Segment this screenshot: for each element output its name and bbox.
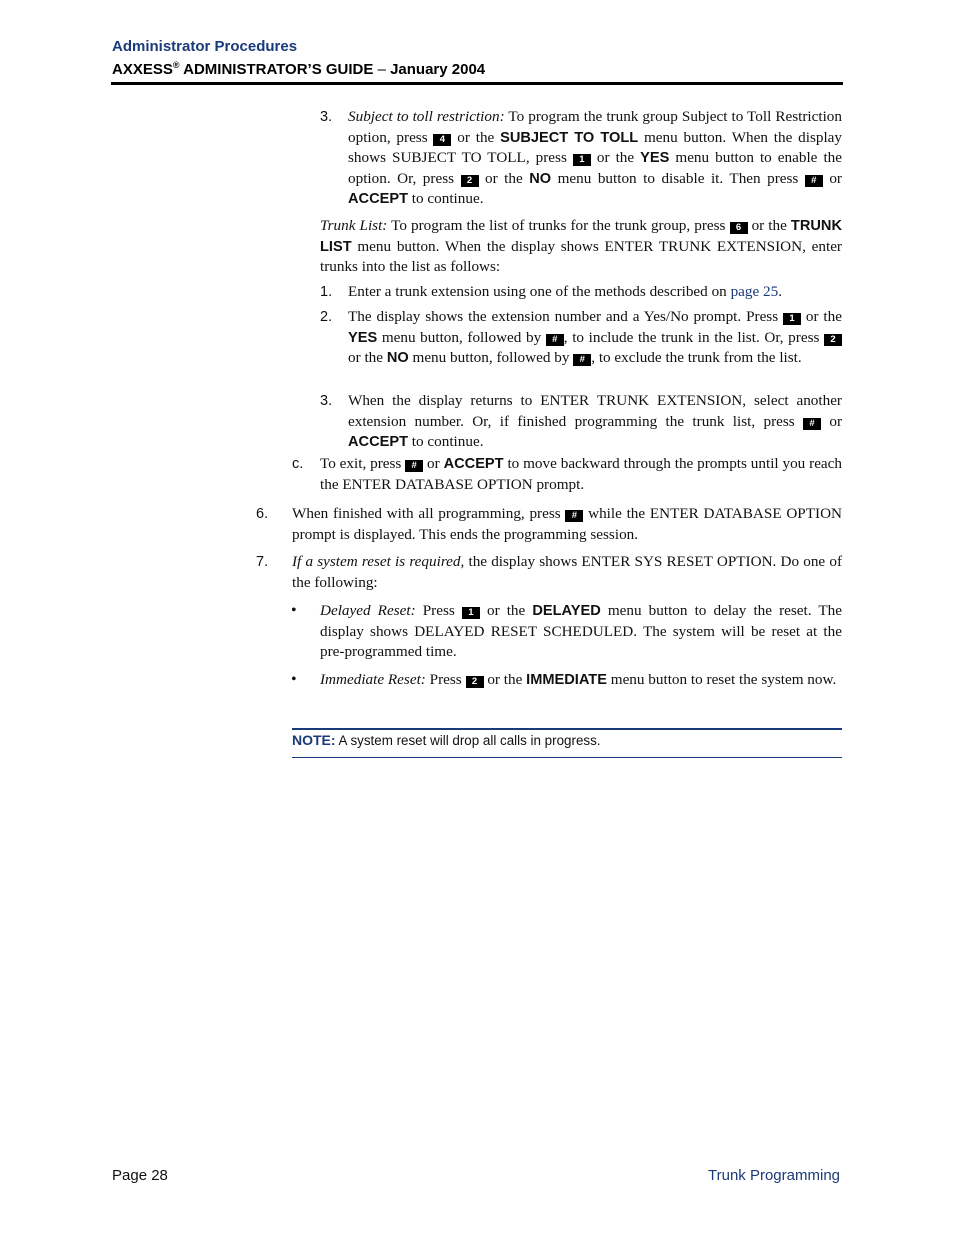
header-section-title: Administrator Procedures [112, 38, 298, 55]
text-run: to move backward through the prompts until you reach the ENTER DATABASE OPTION prompt. [320, 455, 843, 493]
text-run: menu button. When the display shows ENTER TRUNK EXTENSION, enter trunks into the list as follows: [320, 237, 842, 276]
text-run: Press [425, 671, 466, 688]
text-run: the display shows ENTER SYS RESET OPTION. Do one of the following: [292, 553, 842, 591]
key-2: 2 [824, 334, 842, 346]
text-run: or [821, 412, 843, 430]
text-run: menu button. When the display shows SUBJECT TO TOLL, press [348, 128, 842, 167]
text-run: menu button to disable it. Then press [551, 169, 805, 187]
note-text: A system reset will drop all calls in progress. [335, 733, 601, 748]
text-run: while the ENTER DATABASE OPTION prompt is displayed. This ends the programming session. [292, 505, 843, 543]
delayed-reset-label: Delayed Reset: [320, 602, 416, 619]
text-run: to continue. [408, 190, 484, 208]
yes-button-label: YES [640, 150, 670, 167]
step-3-number: 3. [320, 109, 333, 125]
key-2: 2 [466, 676, 484, 688]
footer-page-number: Page 28 [112, 1167, 168, 1184]
text-run: When finished with all programming, press [292, 505, 566, 522]
step-3-text [348, 107, 842, 210]
no-button-label: NO [529, 170, 552, 187]
trunk-list-button-label: TRUNK LIST [320, 218, 842, 255]
key-hash: # [565, 510, 583, 522]
text-run: To exit, press [320, 455, 406, 472]
accept-button-label: ACCEPT [348, 191, 408, 208]
sub-step-2-text [348, 307, 842, 369]
text-run: or [822, 169, 842, 187]
key-hash: # [546, 334, 564, 346]
step-7-number: 7. [256, 554, 269, 570]
text-run: to continue. [408, 433, 484, 451]
header-rule [111, 82, 843, 85]
text-run: , to include the trunk in the list. Or, press [563, 328, 824, 346]
key-hash: # [405, 460, 423, 472]
delayed-button-label: DELAYED [532, 603, 601, 619]
key-1: 1 [462, 607, 480, 619]
text-run: , to exclude the trunk from the list. [591, 349, 802, 367]
accept-button-label: ACCEPT [443, 456, 504, 472]
step-6-number: 6. [256, 506, 269, 522]
trunk-list-label: Trunk List: [320, 217, 388, 234]
key-hash: # [573, 354, 591, 366]
text-run: Press [415, 602, 462, 619]
text-run: When the display returns to ENTER TRUNK EXTENSION, select another extension number. Or, if finished programming the trunk list, press [348, 392, 842, 430]
key-1: 1 [783, 313, 801, 325]
text-run: or the [451, 128, 501, 146]
sub-step-3-number: 3. [320, 393, 333, 409]
header-guide-title [112, 60, 485, 78]
text-run: To program the list of trunks for the trunk group, press [387, 217, 730, 234]
accept-button-label: ACCEPT [348, 434, 408, 451]
step-7-text [292, 552, 842, 593]
text-run: . [778, 283, 783, 300]
text-run: or the [801, 308, 842, 325]
yes-button-label: YES [348, 329, 378, 346]
sub-step-1-text [348, 282, 842, 303]
bullet-immediate-reset-marker: • [291, 671, 297, 688]
text-run: or the [590, 149, 641, 167]
subject-to-toll-button-label: SUBJECT TO TOLL [500, 129, 639, 146]
text-run: or [423, 455, 444, 472]
note-top-rule [292, 728, 842, 730]
bullet-delayed-reset-marker: • [291, 602, 297, 619]
sub-step-3-text [348, 391, 842, 453]
step-6-text [292, 504, 842, 545]
step-7-label: If a system reset is required, [292, 553, 465, 570]
trunk-list-paragraph [320, 216, 842, 278]
key-4: 4 [433, 134, 451, 146]
immediate-button-label: IMMEDIATE [526, 672, 607, 688]
sub-step-1-number: 1. [320, 284, 333, 300]
key-hash: # [805, 175, 823, 187]
text-run: menu button, followed by [377, 328, 546, 346]
key-1: 1 [573, 154, 591, 166]
registered-mark: ® [172, 60, 180, 70]
text-run: or the [747, 217, 791, 234]
note-label: NOTE: [292, 732, 336, 748]
text-run: Enter a trunk extension using one of the methods described on [348, 283, 731, 300]
text-run: menu button, followed by [408, 349, 574, 367]
title-rest: ADMINISTRATOR’S GUIDE [179, 61, 378, 78]
text-run: or the [478, 169, 530, 187]
text-run: menu button to reset the system now. [606, 671, 837, 688]
page-25-link[interactable]: page 25 [730, 283, 779, 300]
note-bottom-rule [292, 757, 842, 758]
step-c-text [320, 454, 842, 495]
key-6: 6 [730, 222, 748, 234]
no-button-label: NO [386, 350, 409, 367]
title-date: January 2004 [385, 61, 486, 78]
bullet-delayed-reset-text [320, 601, 842, 663]
text-run: menu button to enable the option. Or, press [348, 149, 842, 187]
bullet-immediate-reset-text [320, 670, 842, 691]
text-run: or the [479, 602, 533, 619]
text-run: The display shows the extension number and a Yes/No prompt. Press [348, 308, 784, 325]
step-3-label: Subject to toll restriction: [348, 108, 505, 125]
text-run: menu button to delay the reset. The display shows DELAYED RESET SCHEDULED. The system will be reset at the pre-programmed time. [320, 602, 842, 661]
title-product: AXXESS [112, 61, 173, 78]
immediate-reset-label: Immediate Reset: [320, 671, 426, 688]
text-run: or the [348, 349, 387, 367]
title-dash: – [377, 61, 386, 78]
step-c-letter: c. [292, 456, 304, 472]
text-run: To program the trunk group Subject to Toll Restriction option, press [348, 108, 842, 146]
key-2: 2 [461, 175, 479, 187]
sub-step-2-number: 2. [320, 309, 333, 325]
note-box [292, 732, 601, 748]
text-run: or the [483, 671, 527, 688]
key-hash: # [803, 418, 821, 430]
footer-section-title: Trunk Programming [708, 1167, 840, 1184]
